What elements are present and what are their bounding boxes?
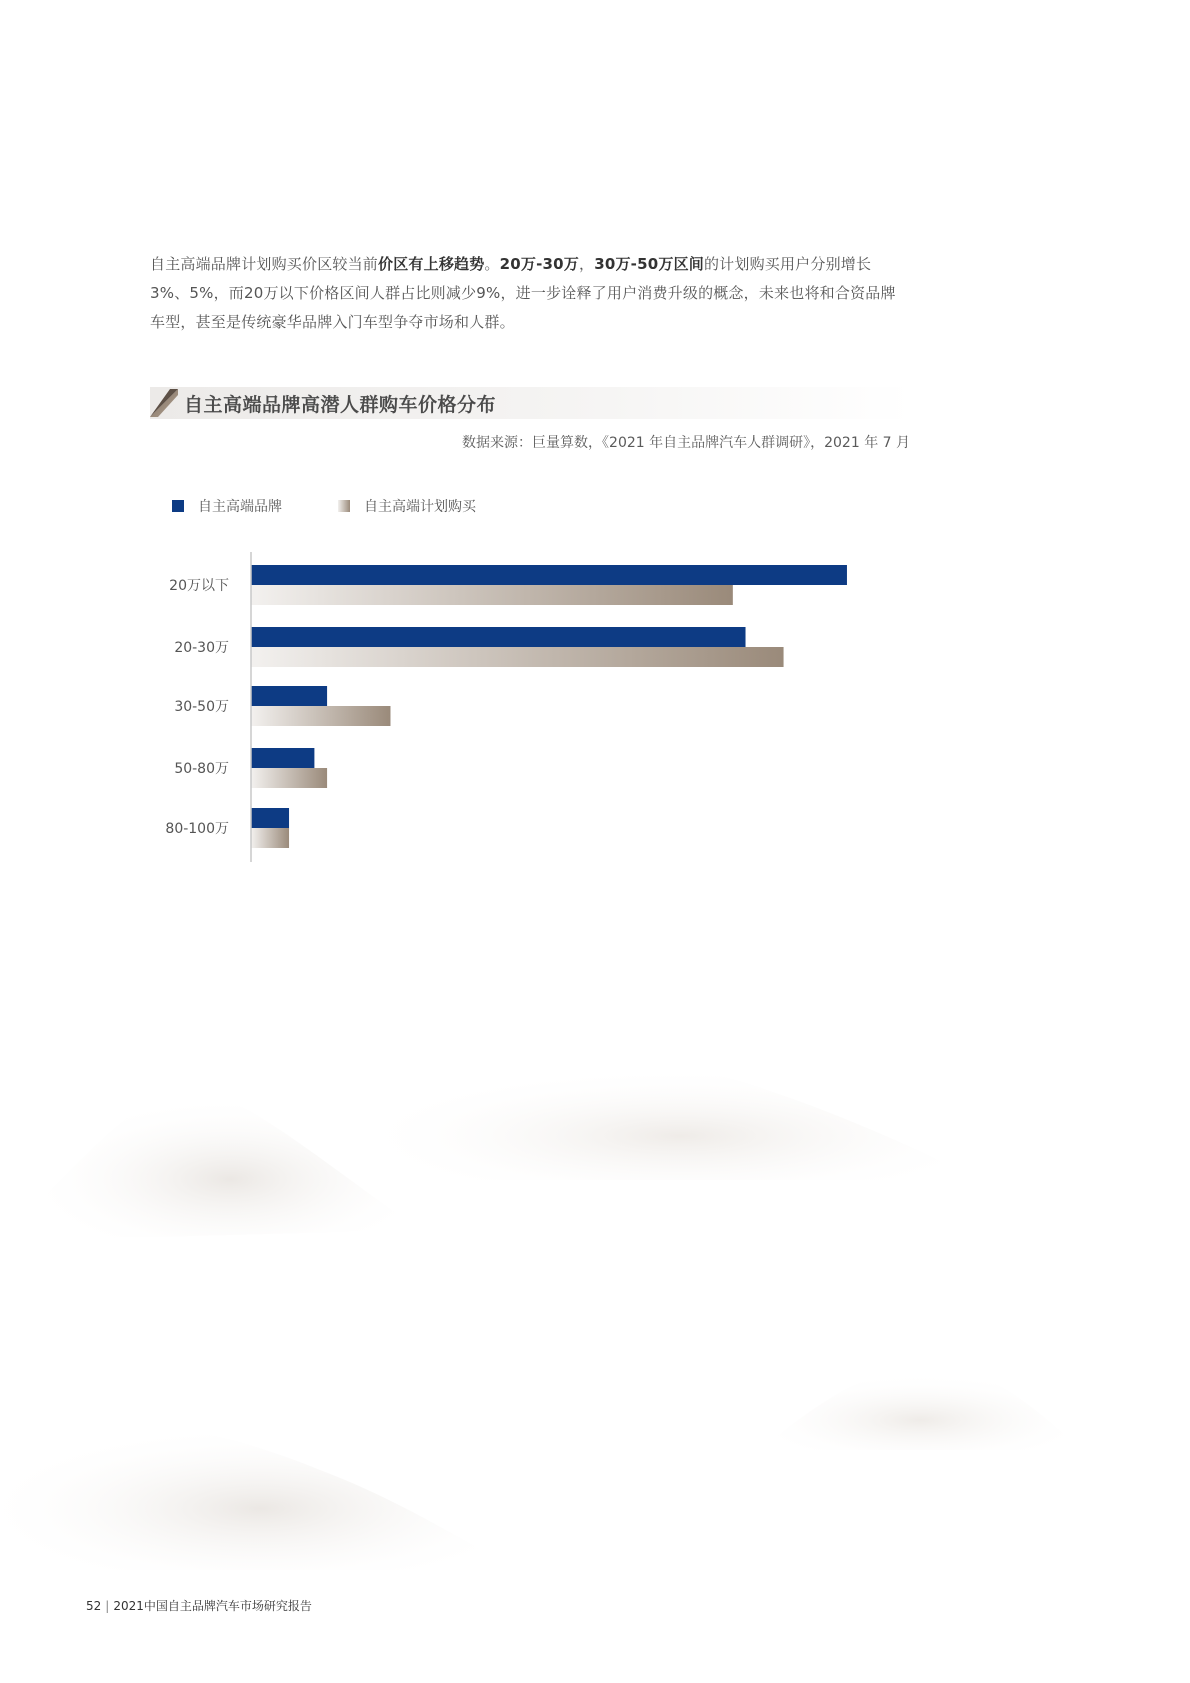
report-title: 2021中国自主品牌汽车市场研究报告: [113, 1599, 312, 1613]
chart-title: 自主高端品牌高潜人群购车价格分布: [184, 394, 497, 416]
bar-brand: [251, 686, 327, 706]
bar-plan: [251, 828, 289, 848]
legend-label: 自主高端计划购买: [364, 499, 476, 515]
bar-plan: [251, 768, 327, 788]
mountain-shape: [0, 1417, 520, 1570]
category-label: 30-50万: [174, 699, 229, 715]
category-label: 50-80万: [174, 761, 229, 777]
intro-paragraph: 自主高端品牌计划购买价区较当前价区有上移趋势。20万-30万，30万-50万区间的计划购买用户分别增长3%、5%，而20万以下价格区间人群占比则减少9%，进一步诠释了用户消费升级的概念，未来也将和合资品牌车型，甚至是传统豪华品牌入门车型争夺市场和人群。: [150, 255, 896, 331]
bar-brand: [251, 808, 289, 828]
legend-label: 自主高端品牌: [198, 499, 282, 515]
bar-plan: [251, 647, 784, 667]
bar-brand: [251, 565, 847, 585]
mountain-shape: [380, 1054, 980, 1180]
mountain-shape: [40, 1088, 420, 1240]
bar-brand: [251, 748, 314, 768]
category-label: 80-100万: [165, 821, 229, 837]
bar-plan: [251, 585, 733, 605]
category-label: 20万以下: [169, 578, 229, 594]
bar-brand: [251, 627, 746, 647]
mountain-shape: [760, 1365, 1080, 1450]
page-footer: [86, 1597, 312, 1614]
data-source: 数据来源：巨量算数，《2021 年自主品牌汽车人群调研》，2021 年 7 月: [462, 435, 910, 451]
page-number: 52: [86, 1599, 102, 1613]
category-label: 20-30万: [174, 640, 229, 656]
bar-plan: [251, 706, 390, 726]
footer-separator: |: [105, 1599, 110, 1613]
